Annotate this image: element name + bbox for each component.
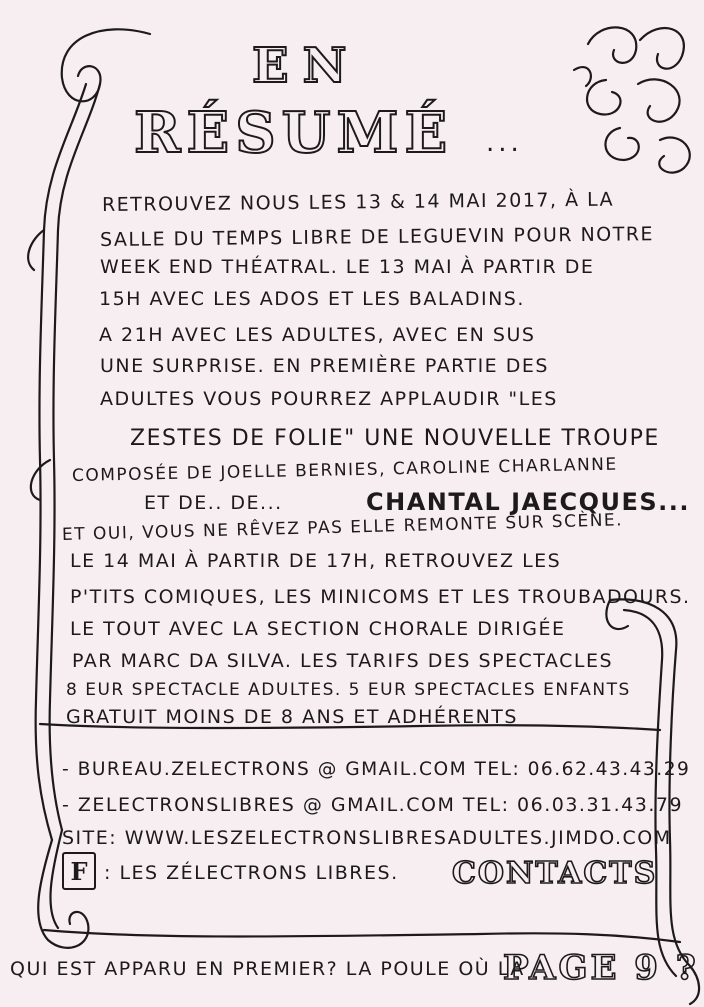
body-line: PAR MARC DA SILVA. LES TARIFS DES SPECTACLES bbox=[72, 650, 614, 672]
body-line: RETROUVEZ NOUS LES 13 & 14 MAI 2017, À LA bbox=[101, 188, 615, 216]
body-line: 8 EUR SPECTACLE ADULTES. 5 EUR SPECTACLES ENFANTS bbox=[66, 680, 631, 700]
title-ellipsis: ... bbox=[486, 128, 523, 158]
contact-email-libres: - ZELECTRONSLIBRES @ GMAIL.COM TEL: 06.03.31.43.79 bbox=[62, 794, 684, 816]
body-line: LE TOUT AVEC LA SECTION CHORALE DIRIGÉE bbox=[70, 618, 566, 640]
body-line: ZESTES DE FOLIE" UNE NOUVELLE TROUPE bbox=[130, 426, 660, 451]
body-line-chantal: CHANTAL JAECQUES... bbox=[366, 488, 691, 516]
body-line: UNE SURPRISE. EN PREMIÈRE PARTIE DES bbox=[100, 355, 549, 377]
body-line: ADULTES VOUS POURREZ APPLAUDIR "LES bbox=[100, 388, 558, 410]
body-line: ET DE.. DE... bbox=[144, 492, 283, 514]
facebook-icon: F bbox=[62, 852, 96, 890]
body-line: COMPOSÉE DE JOELLE BERNIES, CAROLINE CHARLANNE bbox=[71, 454, 618, 486]
contact-website: SITE: WWW.LESZELECTRONSLIBRESADULTES.JIMDO.COM bbox=[62, 827, 672, 849]
body-line: A 21H AVEC LES ADULTES, AVEC EN SUS bbox=[99, 324, 536, 346]
title-en: EN bbox=[252, 38, 361, 94]
contact-facebook: : LES ZÉLECTRONS LIBRES. bbox=[104, 862, 399, 884]
contacts-label: CONTACTS bbox=[452, 856, 658, 891]
body-line: P'TITS COMIQUES, LES MINICOMS ET LES TROUBADOURS. bbox=[70, 586, 691, 608]
footer-question: QUI EST APPARU EN PREMIER? LA POULE OÙ LA bbox=[10, 958, 525, 980]
footer-page-reference: PAGE 9 ? bbox=[503, 948, 699, 988]
body-line: 15H AVEC LES ADOS ET LES BALADINS. bbox=[99, 288, 525, 310]
title-resume: RÉSUMÉ bbox=[134, 100, 454, 166]
body-line: GRATUIT MOINS DE 8 ANS ET ADHÉRENTS bbox=[66, 706, 518, 728]
body-line: WEEK END THÉATRAL. LE 13 MAI À PARTIR DE bbox=[100, 256, 595, 278]
body-line: ET OUI, VOUS NE RÊVEZ PAS ELLE REMONTE SUR SCÈNE. bbox=[61, 510, 624, 545]
body-line: LE 14 MAI À PARTIR DE 17H, RETROUVEZ LES bbox=[70, 550, 562, 572]
body-line: SALLE DU TEMPS LIBRE DE LEGUEVIN POUR NOTRE bbox=[99, 223, 655, 251]
contact-email-bureau: - BUREAU.ZELECTRONS @ GMAIL.COM TEL: 06.62.43.43.29 bbox=[62, 758, 691, 780]
